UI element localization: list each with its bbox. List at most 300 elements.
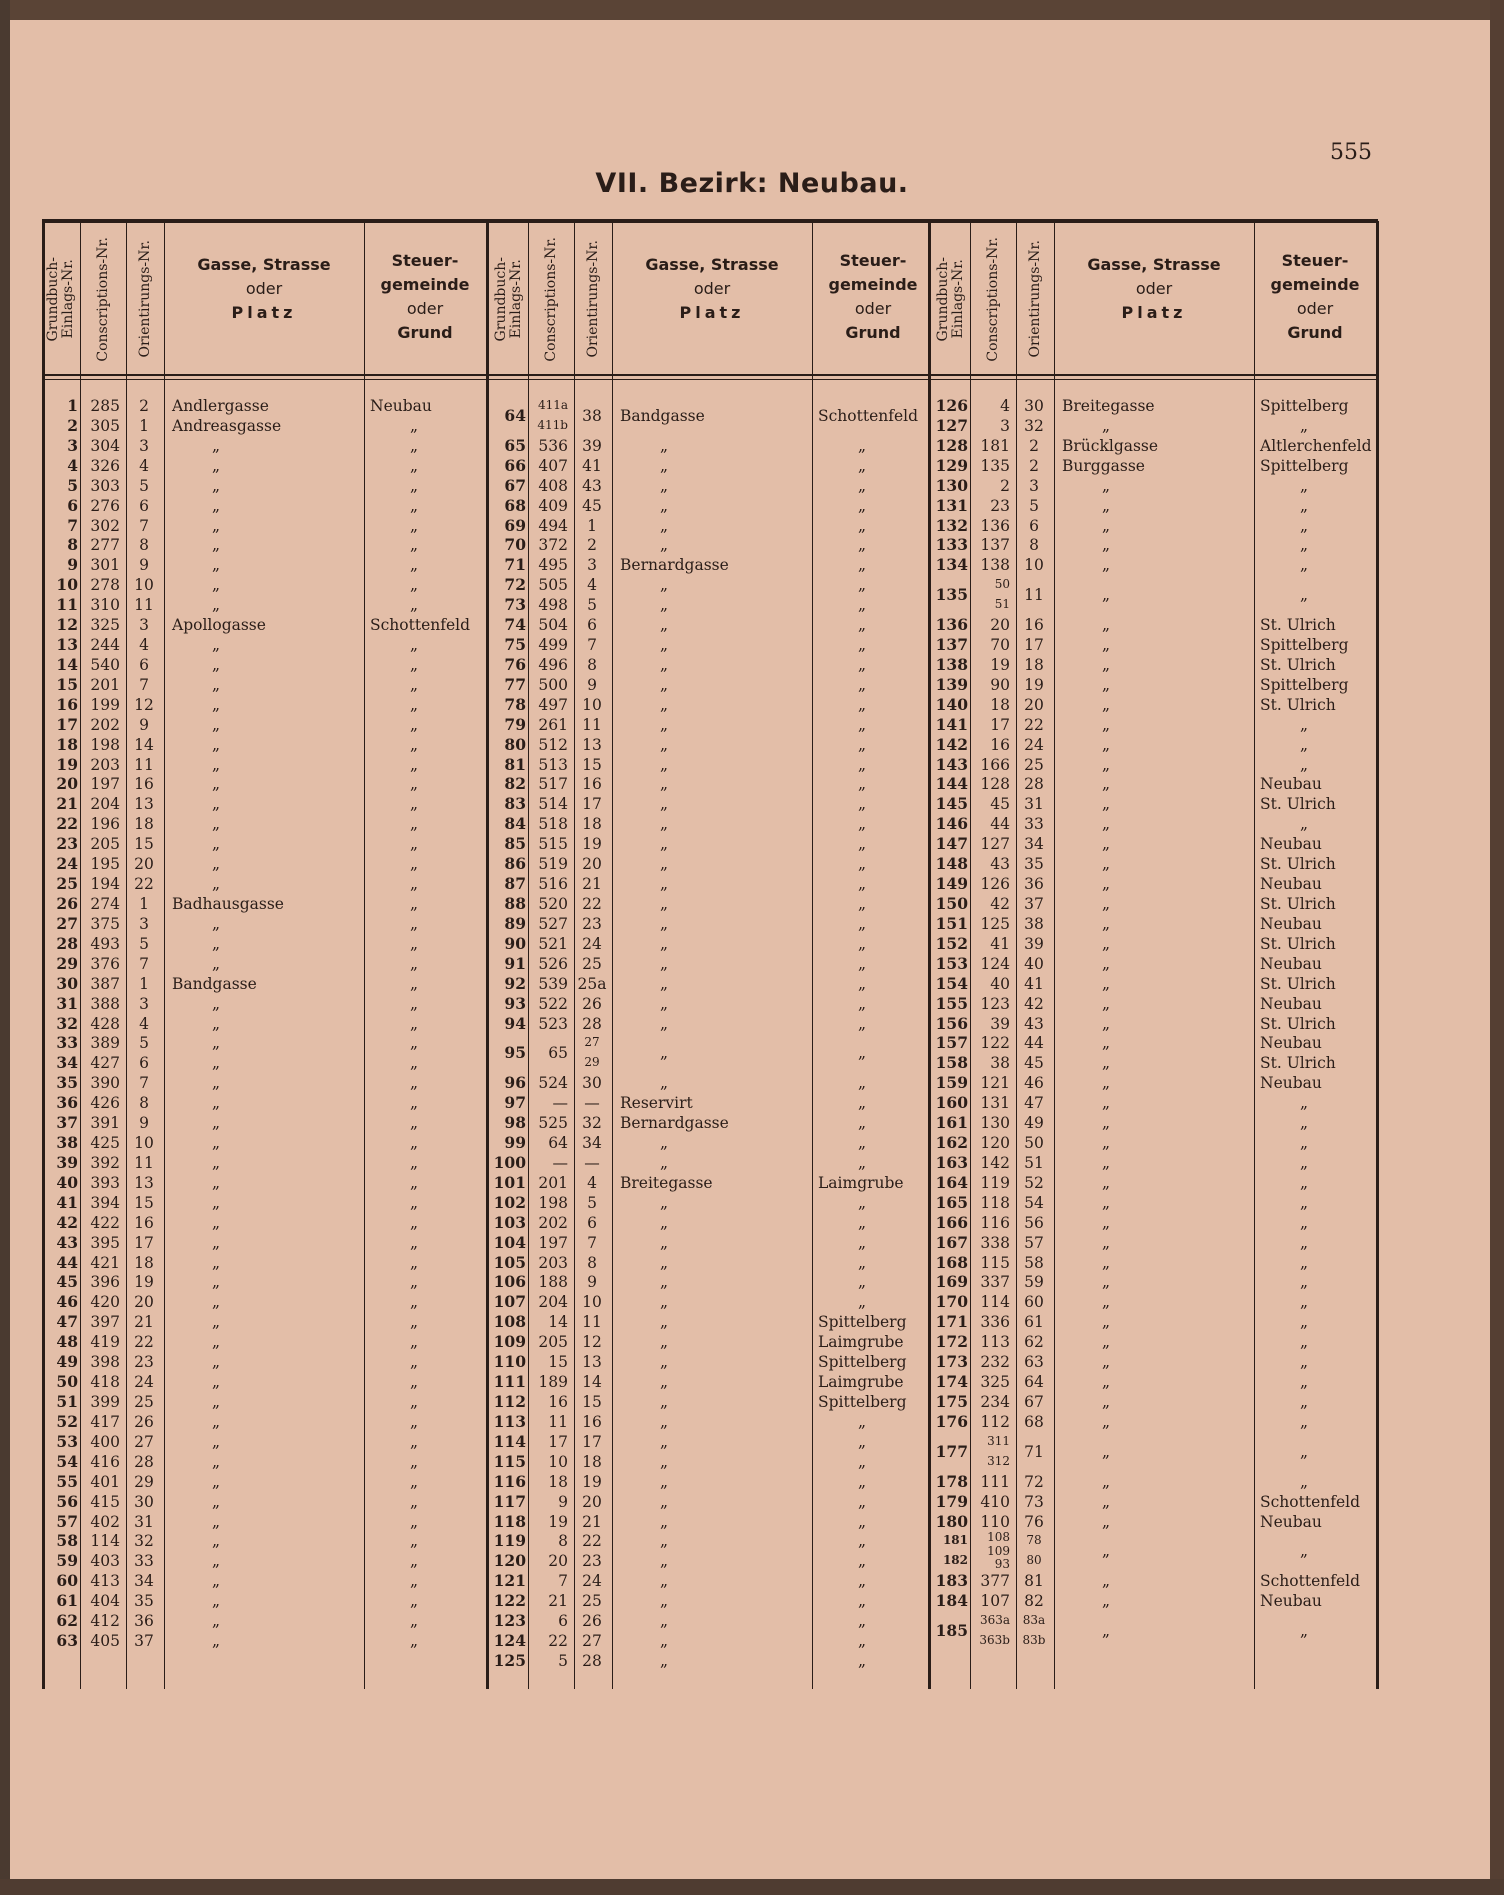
- header-steuer_line4: Grund: [1287, 323, 1343, 342]
- table-cell-orientirungs-nr: 71: [1024, 1442, 1044, 1461]
- table-cell-grundbuch-nr: 53: [56, 1431, 78, 1451]
- table-cell-gasse-strasse-platz: „: [212, 1014, 221, 1033]
- table-cell-conscriptions-nr: 195: [90, 855, 120, 874]
- table-cell-conscriptions-nr: 390: [90, 1074, 120, 1093]
- header-grundbuch-label: Grundbuch- Einlags-Nr.: [45, 256, 76, 342]
- table-cell-grundbuch-nr: 28: [56, 933, 78, 953]
- table-cell-grundbuch-nr: 150: [935, 894, 968, 913]
- table-cell-gasse-strasse-platz: „: [1102, 934, 1111, 953]
- table-cell-grundbuch-nr: 156: [935, 1013, 968, 1033]
- table-cell-grundbuch-nr: 80: [504, 734, 526, 754]
- table-cell-conscriptions-nr: 113: [980, 1333, 1010, 1352]
- table-cell-conscriptions-nr: 278: [90, 576, 120, 595]
- table-cell-orientirungs-nr: 2: [1029, 436, 1039, 455]
- table-cell-steuergemeinde: „: [410, 1353, 419, 1372]
- table-cell-steuergemeinde: Schottenfeld: [370, 616, 471, 635]
- table-cell-conscriptions-nr: 11: [548, 1412, 568, 1431]
- table-cell-conscriptions-nr: 17: [548, 1432, 568, 1451]
- table-cell-steuergemeinde: „: [858, 934, 867, 953]
- table-cell-steuergemeinde: „: [858, 795, 867, 814]
- table-cell-steuergemeinde: „: [858, 1612, 867, 1631]
- table-cell-steuergemeinde: „: [858, 1552, 867, 1571]
- table-cell-orientirungs-nr: 23: [582, 914, 602, 933]
- header-orientirungs: [574, 225, 612, 373]
- table-cell-gasse-strasse-platz: „: [660, 436, 669, 455]
- table-cell-grundbuch-nr: 71: [504, 555, 526, 575]
- table-cell-orientirungs-nr: 28: [582, 1014, 602, 1033]
- table-cell-grundbuch-nr: 179: [935, 1491, 968, 1511]
- table-cell-grundbuch-nr: 161: [935, 1113, 968, 1133]
- header-orientirungs-label: Orientirungs-Nr.: [136, 240, 153, 358]
- table-cell-conscriptions-nr: 394: [90, 1193, 120, 1212]
- table-cell-gasse-strasse-platz: „: [1102, 974, 1111, 993]
- table-cell-conscriptions-nr: 135: [980, 456, 1010, 475]
- table-cell-orientirungs-nr: 14: [134, 735, 154, 754]
- table-cell-conscriptions-nr: 301: [90, 556, 120, 575]
- table-cell-grundbuch-nr: 54: [56, 1451, 78, 1471]
- table-cell-orientirungs-nr: 11: [1024, 586, 1044, 605]
- table-cell-gasse-strasse-platz: Brücklgasse: [1062, 436, 1159, 455]
- table-cell-steuergemeinde: „: [858, 436, 867, 455]
- header-grundbuch-label: Grundbuch- Einlags-Nr.: [493, 256, 524, 342]
- table-cell-conscriptions-nr: 402: [90, 1512, 120, 1531]
- table-cell-grundbuch-nr: 66: [504, 455, 526, 475]
- table-cell-steuergemeinde: Spittelberg: [818, 1313, 907, 1332]
- table-cell-orientirungs-nr: 18: [134, 815, 154, 834]
- table-cell-gasse-strasse-platz: „: [212, 1492, 221, 1511]
- table-cell-grundbuch-nr: 93: [504, 993, 526, 1013]
- table-cell-orientirungs-nr: 22: [134, 1333, 154, 1352]
- table-cell-steuergemeinde: „: [1300, 1153, 1309, 1172]
- table-cell-orientirungs-nr: 6: [139, 1054, 149, 1073]
- table-cell-gasse-strasse-platz: „: [660, 1612, 669, 1631]
- table-cell-gasse-strasse-platz: „: [1102, 1114, 1111, 1133]
- table-cell-orientirungs-nr: 33: [134, 1552, 154, 1571]
- table-cell-grundbuch-nr: 144: [935, 774, 968, 794]
- table-cell-grundbuch-nr: 51: [56, 1392, 78, 1411]
- table-cell-gasse-strasse-platz: „: [212, 1452, 221, 1471]
- table-cell-gasse-strasse-platz: Reservirt: [620, 1094, 693, 1113]
- table-cell-gasse-strasse-platz: „: [660, 576, 669, 595]
- table-cell-gasse-strasse-platz: „: [212, 1114, 221, 1133]
- table-cell-gasse-strasse-platz: „: [660, 1393, 669, 1411]
- table-cell-grundbuch-nr: 176: [935, 1411, 968, 1431]
- table-cell-conscriptions-nr: 10: [548, 1452, 568, 1471]
- table-cell-orientirungs-nr: 7: [139, 954, 149, 973]
- table-cell-steuergemeinde: Neubau: [1260, 914, 1322, 933]
- table-cell-orientirungs-nr: 27: [582, 1632, 602, 1651]
- table-cell-orientirungs-nr: 37: [134, 1632, 154, 1651]
- table-cell-gasse-strasse-platz: „: [1102, 1074, 1111, 1093]
- table-cell-gasse-strasse-platz: „: [660, 1273, 669, 1292]
- table-cell-steuergemeinde: „: [858, 735, 867, 754]
- table-cell-steuergemeinde: „: [410, 1512, 419, 1531]
- table-cell-grundbuch-nr: 21: [56, 794, 78, 814]
- table-cell-steuergemeinde: „: [858, 1273, 867, 1292]
- table-cell-conscriptions-nr: 188: [538, 1273, 568, 1292]
- table-cell-conscriptions-nr: 16: [548, 1393, 568, 1411]
- table-cell-grundbuch-nr: 121: [493, 1571, 526, 1591]
- table-cell-steuergemeinde: „: [1300, 1333, 1309, 1352]
- table-cell-steuergemeinde: Neubau: [1260, 1074, 1322, 1093]
- table-cell-gasse-strasse-platz: „: [212, 1512, 221, 1531]
- table-cell-gasse-strasse-platz: „: [212, 1273, 221, 1292]
- table-cell-orientirungs-nr: 47: [1024, 1094, 1044, 1113]
- table-cell-grundbuch-nr: 127: [935, 415, 968, 435]
- table-cell-gasse-strasse-platz: „: [1102, 616, 1111, 635]
- table-cell-gasse-strasse-platz: Bandgasse: [620, 406, 705, 425]
- table-cell-grundbuch-nr: 45: [56, 1272, 78, 1292]
- table-cell-orientirungs-nr: 50: [1024, 1134, 1044, 1153]
- table-cell-grundbuch-nr: 149: [935, 874, 968, 894]
- header-gasse_line3: Platz: [231, 303, 297, 322]
- table-cell-conscriptions-nr: 526: [538, 954, 568, 973]
- table-cell-grundbuch-nr: 6: [67, 495, 78, 515]
- table-cell-gasse-strasse-platz: „: [660, 755, 669, 774]
- table-cell-steuergemeinde: „: [410, 1173, 419, 1192]
- table-cell-gasse-strasse-platz: „: [1102, 1094, 1111, 1113]
- table-cell-grundbuch-nr: 178: [935, 1471, 968, 1491]
- table-cell-steuergemeinde: „: [1300, 1542, 1309, 1561]
- table-cell-grundbuch-nr: 110: [493, 1352, 526, 1372]
- table-cell-conscriptions-nr: 198: [90, 735, 120, 754]
- table-cell-grundbuch-nr: 113: [493, 1411, 526, 1431]
- table-cell-conscriptions-nr: 311 312: [987, 1433, 1010, 1468]
- table-cell-gasse-strasse-platz: „: [212, 1412, 221, 1431]
- table-cell-grundbuch-nr: 132: [935, 515, 968, 535]
- table-cell-conscriptions-nr: 403: [90, 1552, 120, 1571]
- table-cell-gasse-strasse-platz: „: [660, 895, 669, 913]
- table-cell-steuergemeinde: „: [410, 914, 419, 933]
- table-cell-grundbuch-nr: 61: [56, 1591, 78, 1611]
- table-cell-conscriptions-nr: 43: [990, 855, 1010, 874]
- table-cell-gasse-strasse-platz: „: [212, 875, 221, 894]
- table-cell-orientirungs-nr: 3: [587, 556, 597, 575]
- table-cell-conscriptions-nr: 539: [538, 974, 568, 993]
- table-cell-orientirungs-nr: 39: [1024, 934, 1044, 953]
- table-cell-steuergemeinde: „: [410, 1074, 419, 1093]
- table-cell-grundbuch-nr: 84: [504, 814, 526, 834]
- table-cell-orientirungs-nr: 25: [1024, 755, 1044, 774]
- table-cell-gasse-strasse-platz: „: [660, 1532, 669, 1551]
- table-cell-orientirungs-nr: 24: [582, 1572, 602, 1591]
- table-cell-grundbuch-nr: 181 182: [942, 1533, 968, 1568]
- table-cell-steuergemeinde: „: [410, 556, 419, 575]
- table-cell-steuergemeinde: „: [1300, 1273, 1309, 1292]
- table-cell-orientirungs-nr: 5: [587, 596, 597, 615]
- table-cell-conscriptions-nr: 3: [1000, 416, 1010, 435]
- table-cell-orientirungs-nr: 31: [1024, 795, 1044, 814]
- table-cell-gasse-strasse-platz: Breitegasse: [1062, 397, 1155, 415]
- table-cell-gasse-strasse-platz: „: [1102, 875, 1111, 894]
- table-cell-grundbuch-nr: 117: [493, 1491, 526, 1511]
- table-cell-gasse-strasse-platz: „: [212, 715, 221, 734]
- table-cell-gasse-strasse-platz: „: [212, 476, 221, 495]
- table-cell-steuergemeinde: „: [858, 1134, 867, 1153]
- table-cell-gasse-strasse-platz: „: [212, 1253, 221, 1272]
- table-cell-orientirungs-nr: 16: [582, 1412, 602, 1431]
- table-cell-steuergemeinde: „: [410, 934, 419, 953]
- header-steuer_line1: Steuer-: [391, 251, 459, 270]
- table-cell-gasse-strasse-platz: Breitegasse: [620, 1173, 713, 1192]
- table-cell-gasse-strasse-platz: „: [660, 596, 669, 615]
- table-cell-grundbuch-nr: 126: [935, 396, 968, 415]
- table-cell-conscriptions-nr: 114: [90, 1532, 120, 1551]
- table-cell-gasse-strasse-platz: „: [1102, 815, 1111, 834]
- table-cell-gasse-strasse-platz: „: [1102, 1193, 1111, 1212]
- table-cell-orientirungs-nr: 8: [139, 536, 149, 555]
- table-cell-steuergemeinde: „: [410, 815, 419, 834]
- table-cell-grundbuch-nr: 138: [935, 654, 968, 674]
- table-cell-orientirungs-nr: 38: [1024, 914, 1044, 933]
- table-cell-grundbuch-nr: 42: [56, 1212, 78, 1232]
- table-cell-steuergemeinde: „: [410, 675, 419, 694]
- table-cell-grundbuch-nr: 102: [493, 1192, 526, 1212]
- table-cell-orientirungs-nr: 3: [139, 436, 149, 455]
- table-cell-grundbuch-nr: 151: [935, 913, 968, 933]
- table-cell-orientirungs-nr: 76: [1024, 1512, 1044, 1531]
- table-cell-orientirungs-nr: 13: [582, 1353, 602, 1372]
- table-cell-orientirungs-nr: 2: [1029, 456, 1039, 475]
- table-cell-steuergemeinde: „: [410, 1293, 419, 1312]
- table-cell-conscriptions-nr: 9: [558, 1492, 568, 1511]
- table-cell-grundbuch-nr: 164: [935, 1172, 968, 1192]
- table-cell-gasse-strasse-platz: „: [212, 1612, 221, 1631]
- table-cell-gasse-strasse-platz: „: [1102, 735, 1111, 754]
- table-cell-conscriptions-nr: 166: [980, 755, 1010, 774]
- table-cell-conscriptions-nr: 203: [538, 1253, 568, 1272]
- table-cell-conscriptions-nr: 499: [538, 636, 568, 655]
- table-cell-gasse-strasse-platz: „: [1102, 715, 1111, 734]
- table-cell-conscriptions-nr: 527: [538, 914, 568, 933]
- table-cell-orientirungs-nr: 3: [139, 914, 149, 933]
- table-cell-conscriptions-nr: 522: [538, 994, 568, 1013]
- table-cell-grundbuch-nr: 32: [56, 1013, 78, 1033]
- table-cell-gasse-strasse-platz: „: [212, 1552, 221, 1571]
- table-cell-orientirungs-nr: 8: [587, 1253, 597, 1272]
- table-cell-orientirungs-nr: 7: [587, 636, 597, 655]
- table-cell-grundbuch-nr: 72: [504, 575, 526, 595]
- table-cell-gasse-strasse-platz: „: [212, 456, 221, 475]
- header-steuergemeinde-oder-grund: [812, 249, 934, 345]
- table-cell-conscriptions-nr: 326: [90, 456, 120, 475]
- table-cell-conscriptions-nr: 196: [90, 815, 120, 834]
- table-cell-orientirungs-nr: 26: [582, 1612, 602, 1631]
- table-cell-steuergemeinde: „: [410, 516, 419, 535]
- table-cell-gasse-strasse-platz: „: [660, 1452, 669, 1471]
- table-cell-orientirungs-nr: 7: [139, 516, 149, 535]
- table-cell-steuergemeinde: „: [1300, 735, 1309, 754]
- table-cell-orientirungs-nr: 5: [139, 934, 149, 953]
- table-cell-gasse-strasse-platz: „: [1102, 496, 1111, 515]
- table-cell-orientirungs-nr: 38: [582, 406, 602, 425]
- table-cell-steuergemeinde: „: [410, 476, 419, 495]
- header-gasse_line1: Gasse, Strasse: [197, 255, 331, 274]
- table-cell-gasse-strasse-platz: „: [1102, 536, 1111, 555]
- table-cell-grundbuch-nr: 104: [493, 1232, 526, 1252]
- table-cell-steuergemeinde: „: [858, 715, 867, 734]
- table-cell-conscriptions-nr: 137: [980, 536, 1010, 555]
- table-cell-steuergemeinde: „: [858, 1213, 867, 1232]
- table-cell-gasse-strasse-platz: „: [1102, 655, 1111, 674]
- table-cell-steuergemeinde: „: [858, 476, 867, 495]
- table-cell-gasse-strasse-platz: „: [1102, 1353, 1111, 1372]
- table-cell-steuergemeinde: St. Ulrich: [1260, 795, 1336, 814]
- table-cell-steuergemeinde: „: [410, 875, 419, 894]
- scan-top-edge: [0, 0, 1504, 20]
- table-cell-steuergemeinde: „: [858, 576, 867, 595]
- table-cell-gasse-strasse-platz: „: [212, 636, 221, 655]
- table-cell-steuergemeinde: „: [410, 1532, 419, 1551]
- table-cell-steuergemeinde: St. Ulrich: [1260, 855, 1336, 874]
- table-cell-orientirungs-nr: 19: [582, 1472, 602, 1491]
- table-cell-grundbuch-nr: 95: [504, 1043, 526, 1063]
- table-cell-gasse-strasse-platz: „: [212, 675, 221, 694]
- header-gasse_line2: oder: [245, 279, 283, 298]
- table-cell-orientirungs-nr: 19: [1024, 675, 1044, 694]
- table-cell-steuergemeinde: „: [410, 1612, 419, 1631]
- table-cell-conscriptions-nr: 425: [90, 1134, 120, 1153]
- table-cell-conscriptions-nr: 395: [90, 1233, 120, 1252]
- table-cell-orientirungs-nr: 35: [1024, 855, 1044, 874]
- table-cell-conscriptions-nr: 310: [90, 596, 120, 615]
- table-cell-gasse-strasse-platz: „: [660, 1572, 669, 1591]
- table-cell-gasse-strasse-platz: „: [1102, 695, 1111, 714]
- table-cell-orientirungs-nr: 30: [134, 1492, 154, 1511]
- table-cell-grundbuch-nr: 90: [504, 933, 526, 953]
- table-cell-gasse-strasse-platz: „: [212, 1592, 221, 1611]
- table-cell-orientirungs-nr: 4: [587, 1173, 597, 1192]
- table-cell-orientirungs-nr: 6: [587, 616, 597, 635]
- table-cell-grundbuch-nr: 8: [67, 535, 78, 555]
- table-cell-orientirungs-nr: 1: [139, 895, 149, 913]
- table-cell-steuergemeinde: „: [858, 775, 867, 794]
- table-cell-steuergemeinde: „: [1300, 1373, 1309, 1392]
- header-gasse_line3: Platz: [1121, 303, 1187, 322]
- scan-right-edge: [1490, 0, 1504, 1895]
- table-cell-orientirungs-nr: 32: [582, 1114, 602, 1133]
- table-cell-conscriptions-nr: 14: [548, 1313, 568, 1332]
- table-cell-grundbuch-nr: 155: [935, 993, 968, 1013]
- table-cell-steuergemeinde: St. Ulrich: [1260, 934, 1336, 953]
- table-cell-steuergemeinde: „: [858, 1153, 867, 1172]
- table-cell-steuergemeinde: „: [410, 1114, 419, 1133]
- table-cell-orientirungs-nr: 81: [1024, 1572, 1044, 1591]
- table-cell-gasse-strasse-platz: „: [212, 695, 221, 714]
- table-cell-orientirungs-nr: 4: [139, 456, 149, 475]
- table-cell-steuergemeinde: „: [410, 1054, 419, 1073]
- table-cell-conscriptions-nr: 116: [980, 1213, 1010, 1232]
- table-cell-conscriptions-nr: 285: [90, 397, 120, 415]
- table-cell-conscriptions-nr: 405: [90, 1632, 120, 1651]
- table-cell-grundbuch-nr: 119: [493, 1531, 526, 1551]
- table-cell-conscriptions-nr: 524: [538, 1074, 568, 1093]
- table-cell-grundbuch-nr: 27: [56, 913, 78, 933]
- table-cell-gasse-strasse-platz: „: [212, 755, 221, 774]
- table-cell-steuergemeinde: „: [1300, 1353, 1309, 1372]
- table-cell-steuergemeinde: Spittelberg: [1260, 456, 1349, 475]
- table-cell-orientirungs-nr: 3: [1029, 476, 1039, 495]
- table-cell-orientirungs-nr: 24: [1024, 735, 1044, 754]
- header-gasse_line1: Gasse, Strasse: [645, 255, 779, 274]
- table-cell-orientirungs-nr: 30: [582, 1074, 602, 1093]
- header-steuergemeinde-oder-grund: [364, 249, 486, 345]
- table-cell-grundbuch-nr: 30: [56, 973, 78, 993]
- table-cell-grundbuch-nr: 19: [56, 754, 78, 774]
- table-cell-gasse-strasse-platz: „: [660, 1552, 669, 1571]
- table-cell-orientirungs-nr: 54: [1024, 1193, 1044, 1212]
- table-cell-steuergemeinde: Neubau: [1260, 1592, 1322, 1611]
- table-cell-steuergemeinde: „: [1300, 1442, 1309, 1461]
- table-cell-conscriptions-nr: 112: [980, 1412, 1010, 1431]
- table-cell-grundbuch-nr: 81: [504, 754, 526, 774]
- table-cell-orientirungs-nr: 6: [587, 1213, 597, 1232]
- table-cell-grundbuch-nr: 92: [504, 973, 526, 993]
- table-cell-steuergemeinde: Neubau: [1260, 775, 1322, 794]
- table-cell-steuergemeinde: „: [410, 1153, 419, 1172]
- table-cell-gasse-strasse-platz: „: [212, 1153, 221, 1172]
- table-cell-conscriptions-nr: 276: [90, 496, 120, 515]
- table-cell-orientirungs-nr: 20: [134, 855, 154, 874]
- table-cell-steuergemeinde: „: [1300, 1094, 1309, 1113]
- table-cell-steuergemeinde: „: [410, 636, 419, 655]
- table-cell-grundbuch-nr: 89: [504, 913, 526, 933]
- table-cell-gasse-strasse-platz: „: [1102, 1054, 1111, 1073]
- table-cell-grundbuch-nr: 159: [935, 1073, 968, 1093]
- table-cell-orientirungs-nr: 41: [1024, 974, 1044, 993]
- table-cell-grundbuch-nr: 43: [56, 1232, 78, 1252]
- table-cell-orientirungs-nr: 59: [1024, 1273, 1044, 1292]
- table-cell-orientirungs-nr: 1: [587, 516, 597, 535]
- table-cell-steuergemeinde: „: [858, 1452, 867, 1471]
- table-cell-orientirungs-nr: 18: [582, 815, 602, 834]
- table-cell-orientirungs-nr: 30: [1024, 397, 1044, 415]
- table-cell-grundbuch-nr: 142: [935, 734, 968, 754]
- table-cell-grundbuch-nr: 122: [493, 1591, 526, 1611]
- header-grundbuch: [42, 225, 80, 373]
- table-cell-steuergemeinde: Spittelberg: [1260, 675, 1349, 694]
- table-cell-steuergemeinde: „: [1300, 715, 1309, 734]
- table-cell-orientirungs-nr: 34: [1024, 835, 1044, 854]
- table-cell-gasse-strasse-platz: Andreasgasse: [172, 416, 282, 435]
- table-cell-conscriptions-nr: 119: [980, 1173, 1010, 1192]
- table-cell-steuergemeinde: „: [858, 1492, 867, 1511]
- table-cell-gasse-strasse-platz: „: [660, 1333, 669, 1352]
- table-cell-steuergemeinde: „: [410, 1313, 419, 1332]
- table-cell-conscriptions-nr: 40: [990, 974, 1010, 993]
- table-cell-orientirungs-nr: 15: [582, 755, 602, 774]
- table-cell-gasse-strasse-platz: „: [660, 516, 669, 535]
- table-cell-conscriptions-nr: 407: [538, 456, 568, 475]
- table-cell-gasse-strasse-platz: „: [660, 496, 669, 515]
- table-cell-orientirungs-nr: 17: [134, 1233, 154, 1252]
- table-cell-steuergemeinde: „: [858, 1253, 867, 1272]
- table-cell-grundbuch-nr: 29: [56, 953, 78, 973]
- table-cell-gasse-strasse-platz: „: [1102, 1492, 1111, 1511]
- header-steuer_line2: gemeinde: [380, 275, 470, 294]
- table-cell-grundbuch-nr: 79: [504, 714, 526, 734]
- table-cell-steuergemeinde: „: [410, 1632, 419, 1651]
- table-cell-gasse-strasse-platz: „: [212, 1034, 221, 1053]
- table-cell-orientirungs-nr: 10: [582, 1293, 602, 1312]
- table-cell-orientirungs-nr: 63: [1024, 1353, 1044, 1372]
- table-cell-grundbuch-nr: 2: [67, 415, 78, 435]
- table-cell-steuergemeinde: „: [1300, 1213, 1309, 1232]
- table-cell-orientirungs-nr: 27 29: [584, 1035, 600, 1070]
- table-cell-grundbuch-nr: 170: [935, 1292, 968, 1312]
- table-cell-conscriptions-nr: 517: [538, 775, 568, 794]
- table-cell-conscriptions-nr: 305: [90, 416, 120, 435]
